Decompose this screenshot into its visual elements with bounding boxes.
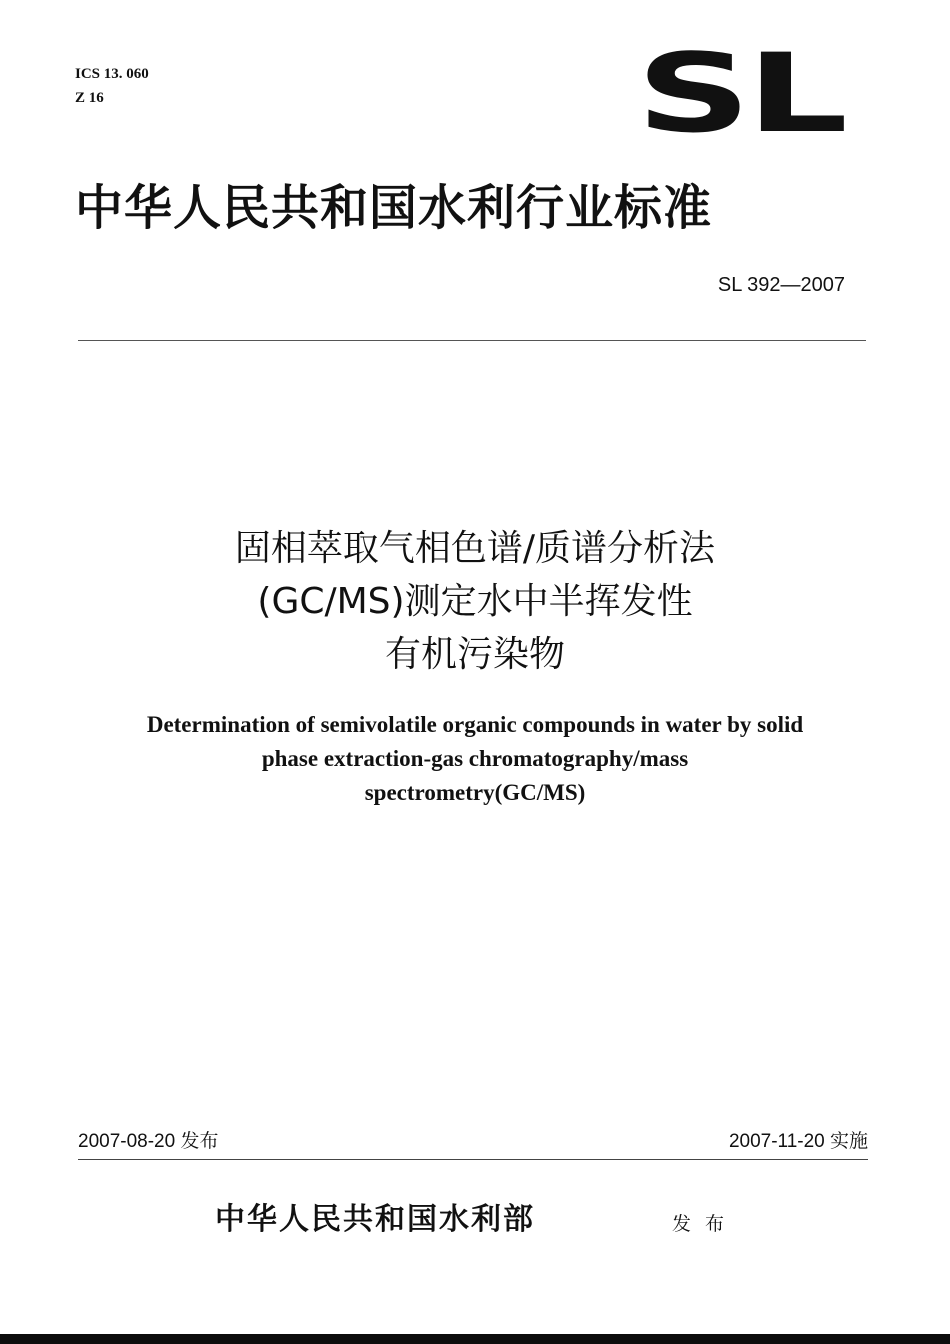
chinese-title-line-2: (GC/MS)测定水中半挥发性 (257, 581, 693, 622)
chinese-title-line-1: 固相萃取气相色谱/质谱分析法 (234, 528, 716, 569)
english-title (75, 708, 875, 810)
top-divider (78, 340, 866, 341)
english-title-line-3: spectrometry(GC/MS) (364, 780, 586, 805)
classification-codes (75, 62, 149, 110)
issuing-authority: 中华人民共和国水利部 (215, 1202, 535, 1237)
chinese-title (75, 522, 875, 681)
issuing-label: 发布 (672, 1213, 739, 1235)
english-title-line-1: Determination of semivolatile organic compounds in water by solid (146, 712, 804, 737)
standard-number: SL 392—2007 (717, 274, 845, 296)
ics-code: ICS 13. 060 (75, 66, 149, 82)
chinese-title-line-3: 有机污染物 (384, 634, 565, 675)
effective-date: 2007-11-20 实施 (728, 1131, 868, 1152)
ccs-code: Z 16 (75, 90, 104, 106)
standard-category-title: 中华人民共和国水利行业标准 (75, 180, 713, 236)
issue-date: 2007-08-20 发布 (78, 1131, 219, 1152)
sl-logo: SL (636, 30, 844, 158)
scan-edge-bar (0, 1334, 950, 1344)
bottom-divider (78, 1159, 868, 1160)
english-title-line-2: phase extraction-gas chromatography/mass (261, 746, 689, 771)
